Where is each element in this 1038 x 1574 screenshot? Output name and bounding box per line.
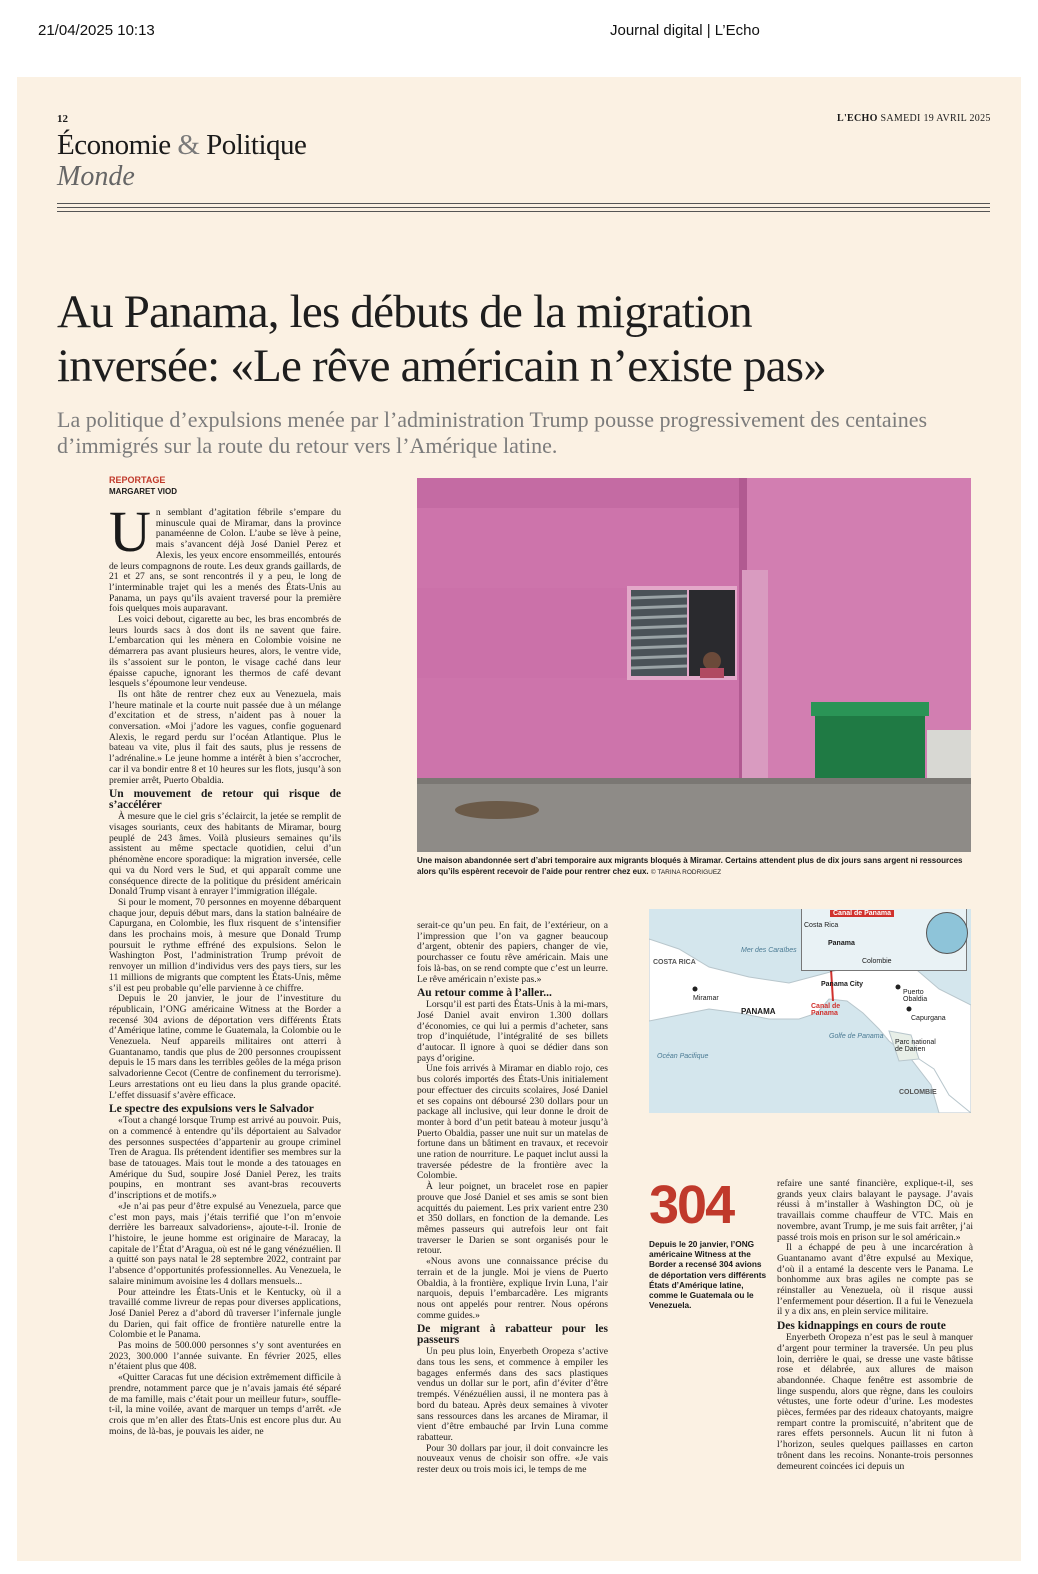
stat-text: Depuis le 20 janvier, l’ONG américaine Witness at the Border a recensé 304 avions de déportation vers différents États d’Amérique latine, comme le Guatemala ou le Venezuela. [649,1239,767,1311]
paragraph: À mesure que le ciel gris s’éclaircit, la jetée se remplit de visages souriants, ceux des habitants de Miramar, bourg peuplé de 243 âmes. Voilà plusieurs semaines qu’ils assistent au même spectacle quotidien, celui d’un phénomène encore sporadique: la migration inversée, celle qui va du Nord vers le Sud, et qui apparaît comme une conséquence directe de la politique du président américain Donald Trump visant à enrayer l’immigration illégale. [109,811,341,898]
section-right: Politique [206,129,307,161]
abandoned-house-illustration [417,478,971,852]
subheading: Le spectre des expulsions vers le Salvador [109,1103,314,1116]
label-pacific: Océan Pacifique [657,1053,709,1060]
masthead-brand: L'ECHO [837,113,878,124]
headline [57,285,997,393]
dropcap: U [109,508,151,564]
paragraph: Lorsqu’il est parti des États-Unis à la mi-mars, José Daniel avait environ 1.300 dollars d’économies, ce qui lui a permis d’acheter, sans trop d’inquiétude, l’intégralité de ses billets d’autocar. Il ignore à quoi se dédier dans son pays d’origine. [417,999,608,1064]
byline: MARGARET VIOD [109,487,177,496]
section-amp: & [177,129,200,161]
label-panama: PANAMA [741,1007,776,1016]
paragraph: À leur poignet, un bracelet rose en papier prouve que José Daniel et ses amis se sont bien acquittés du paiement. Les prix varient entre 230 et 350 dollars, en fonction de la demande. Les mêmes passeurs qui autrefois leur ont fait traverser le Darien se sont organisés pour le retour. [417,1181,608,1257]
inset-label-costa-rica: Costa Rica [804,922,839,929]
label-panama-city: Panama City [821,981,864,988]
masthead [837,113,991,124]
browser-print-header [0,22,1038,42]
subheading: Des kidnappings en cours de route [777,1320,946,1333]
headline-line-2: inversée: «Le rêve américain n’existe pas» [57,340,826,392]
inset-label-colombie: Colombie [862,958,892,965]
label-golfe: Golfe de Panama [829,1033,884,1040]
section-title [57,129,306,162]
headline-line-1: Au Panama, les débuts de la migration [57,286,752,338]
deck: La politique d’expulsions menée par l’administration Trump pousse progressivement des centaines d’immigrés sur la route du retour vers l’Amérique latine. [57,407,928,458]
photo-credit: © TARINA RODRIGUEZ [650,869,722,876]
subsection-title: Monde [57,161,135,192]
inset-label-panama: Panama [828,940,855,947]
label-colombie: COLOMBIE [899,1089,937,1096]
inset-title: Canal de Panama [830,910,894,917]
paragraph: serait-ce qu’un peu. En fait, de l’extérieur, on a l’impression que l’on va gagner beaucoup d’argent, obtenir des papiers, changer de vie, pourchasser ce foutu rêve américain. Mais une fois là-bas, on se rend compte que c’est un leurre. Le rêve américain n’existe pas.» [417,921,608,985]
label-caribbean: Mer des Caraïbes [741,947,797,954]
article-column-2 [417,921,608,1533]
label-costa-rica: COSTA RICA [653,959,696,966]
photo-caption [417,855,977,878]
page-number: 12 [57,113,68,125]
label-capurgana: Capurgana [911,1015,946,1022]
header-rule-2 [57,207,990,208]
section-left: Économie [57,129,171,161]
print-title: Journal digital | L’Echo [610,22,760,39]
paragraph: Si pour le moment, 70 personnes en moyenne débarquent chaque jour, depuis début mars, dans la station balnéaire de Capurgana, en Colombie, les flux risquent de s’intensifier dans les prochains mois, à mesure que Donald Trump poursuit le rythme effréné des expulsions. Selon le Washington Post, l’administration Trump prévoit de renvoyer un million d’individus vers des pays tiers, sur les 11 millions de migrants que comptent les États-Unis, même s’il est peu probable qu’elle parvienne à ce chiffre. [109,896,341,994]
paragraph: Enyerbeth Oropeza n’est pas le seul à manquer d’argent pour terminer la traversée. Un peu plus loin, derrière le quai, se dresse une vaste bâtisse rose et délabrée, aux allures de maison abandonnée. Chaque fenêtre est assombrie de linge suspendu, alors que règne, dans les couloirs vétustes, une forte odeur d’urine. Les modestes pièces, fermées par des rideaux chatoyants, maigre rempart contre la promiscuité, n’abritent que de rares effets personnels. Aucun lit ni futon à l’horizon, seules quelques paillasses en carton trônent dans les recoins. Nonante-trois personnes demeurent coincées ici depuis un [777,1332,973,1472]
masthead-date: SAMEDI 19 AVRIL 2025 [880,113,991,124]
subheading: De migrant à rabatteur pour les passeurs [417,1323,608,1347]
subheading: Un mouvement de retour qui risque de s’accélérer [109,788,341,812]
globe-icon [926,912,968,954]
paragraph: Pour 30 dollars par jour, il doit convaincre les nouveaux venus de choisir son offre. «Je vais rester deux ou trois mois ici, le temps de me [417,1442,608,1476]
print-timestamp: 21/04/2025 10:13 [38,22,155,39]
paragraph: Depuis le 20 janvier, le jour de l’investiture du républicain, l’ONG américaine Witness at the Border a recensé 304 avions de déportation vers différents États d’Amérique latine, comme le Guatemala, la Colombie ou le Venezuela. Neuf appareils militaires ont atterri à Guantanamo, tandis que plus de 200 personnes croupissent depuis le 15 mars dans les terribles geôles de la méga prison salvadorienne Cecot (Centre de confinement du terrorisme). Leurs arrestations ont eu lieu dans la plus grande opacité. L’effet dissuasif s’avère efficace. [109,993,341,1101]
paragraph: «Je n’ai pas peur d’être expulsé au Venezuela, parce que c’est mon pays, mais j’étais terrifié que l’on m’envoie derrière les barreaux salvadoriens», ajoute-t-il. Ironie de l’histoire, le jeune homme est originaire de Maracay, la capitale de l’État d’Aragua, où est né le gang vénézuélien. Il a quitté son pays natal le 28 septembre 2022, contraint par l’absence d’opportunités professionnelles. Au Venezuela, le salaire minimum avoisine les 4 dollars mensuels... [109,1200,341,1287]
paragraph: Pas moins de 500.000 personnes s’y sont aventurées en 2023, 300.000 l’année suivante. En février 2025, elles n’étaient plus que 408. [109,1340,341,1373]
paragraph: Ils ont hâte de rentrer chez eux au Venezuela, mais l’heure matinale et la courte nuit passée due à un mélange d’excitation et de stress, n’aident pas à nouer la conversation. «Moi j’adore les vagues, confie goguenard Alexis, le regard perdu sur l’océan Atlantique. Plus le bateau va vite, plus il fait des sauts, plus je ressens de l’adrénaline.» Le jeune homme a intérêt à bien s’accrocher, car il va bondir entre 8 et 10 heures sur les flots, jusqu’à son premier arrêt, Puerto Obaldia. [109,688,341,786]
paragraph: «Nous avons une connaissance précise du terrain et de la jungle. Moi je viens de Puerto Obaldia, à la frontière, explique Irvin Luna, l’air narquois, depuis l’embarcadère. Les migrants nous ont appelés pour rentrer. Nous opérons comme guides.» [417,1256,608,1321]
paragraph: Il a échappé de peu à une incarcération à Guantanamo avant d’être expulsé au Mexique, d’où il a entamé la descente vers le Panama. Le bonhomme aux bras agiles ne compte pas se réinstaller au Venezuela, où il risque aussi l’enfermement pour désertion. Il a fui le Venezuela il y a dix ans, en plein service militaire. [777,1242,973,1318]
paragraph: «Quitter Caracas fut une décision extrêmement difficile à prendre, notamment parce que je n’avais jamais été séparé de ma famille, mais c’était pour un meilleur futur», souffle-t-il, la mine voilée, avant de marquer un temps d’arrêt. «Je crois que m’en aller des États-Unis est encore plus dur. Au moins, de là-bas, je pouvais les aider, ne [109,1372,341,1437]
article-column-1 [109,508,341,1532]
subheading: Au retour comme à l’aller... [417,987,552,1000]
article-column-3 [777,1179,973,1533]
article-photo [417,478,971,852]
label-miramar: Miramar [693,995,719,1002]
caption-text: Une maison abandonnée sert d’abri temporaire aux migrants bloqués à Miramar. Certains attendent plus de dix jours sans argent ni ressources alors qu’ils espèrent recevoir de l’aide pour rentrer chez eux. [417,856,963,876]
label-darien: Parc national de Darien [895,1039,936,1053]
paragraph: Un peu plus loin, Enyerbeth Oropeza s’active dans tous les sens, et commence à empiler les bagages enfermés dans des sacs plastiques vendus un dollar sur le port, afin d’éviter d’être trempés. Vénézuélien aussi, il ne montera pas à bord du bateau. Après deux semaines à vivoter sans ressources dans les arcanes de Miramar, il vient d’être embauché par Irvin Luna comme rabatteur. [417,1346,608,1443]
paragraph: n semblant d’agitation fébrile s’empare du minuscule quai de Miramar, dans la province panaméenne de Colon. L’aube se lève à peine, mais s’avancent déjà José Daniel Perez et Alexis, les yeux encore ensommeillés, entourés de leurs compagnons de route. Les deux grands gaillards, de 21 et 27 ans, se sont rencontrés il y a peu, le long de l’interminable trajet qui les a menés des États-Unis au Panama, un pays qu’ils avaient traversé pour la première fois quelques mois auparavant. [109,508,341,615]
map-inset [801,909,967,971]
label-canal: Canal de Panama [811,1003,841,1017]
kicker: REPORTAGE [109,475,166,485]
paragraph: «Tout a changé lorsque Trump est arrivé au pouvoir. Puis, on a commencé à entendre qu’ils déportaient au Salvador des personnes suspectées d’appartenir au groupe criminel Tren de Aragua. Ils prétendent identifier ses membres sur la base de tatouages. Mais tout le monde a des tatouages en Amérique du Sud, soupire José Daniel Perez, les traits poupins, en montrant ses avant-bras recouverts d’inscriptions et de motifs.» [109,1115,341,1202]
header-rule-3 [57,211,990,212]
newspaper-page [17,77,1021,1561]
paragraph: Les voici debout, cigarette au bec, les bras encombrés de leurs lourds sacs à dos dont ils ne savent que faire. L’embarcation qui les mènera en Colombie voisine ne démarrera pas avant plusieurs heures, alors, le ventre vide, ils s’assoient sur le ponton, le visage caché dans leur épaisse capuche, ignorant les thermos de café devant lesquels s’époumone leur vendeuse. [109,614,341,690]
header-rule-1 [57,203,990,204]
label-puerto-obaldia: Puerto Obaldia [903,989,928,1003]
paragraph: Pour atteindre les États-Unis et le Kentucky, où il a travaillé comme livreur de repas pour diverses applications, José Daniel Perez a d’abord dû traverser l’infernale jungle du Darien, qui fait office de frontière naturelle entre la Colombie et le Panama. [109,1286,341,1341]
paragraph: refaire une santé financière, explique-t-il, ses grands yeux clairs balayant le paysage. J’avais réussi à m’installer à Washington DC, où je travaillais comme chauffeur de VTC. Mais en novembre, avant Trump, je me suis fait arrêter, j’ai passé trois mois en prison sur le sol américain.» [777,1179,973,1243]
paragraph: Une fois arrivés à Miramar en diablo rojo, ces bus colorés importés des États-Unis initialement pour effectuer des circuits scolaires, José Daniel et ses copains ont déboursé 230 dollars pour un package all inclusive, qui leur donne le droit de monter à bord d’un petit bateau à moteur jusqu’à Puerto Obaldia, passer une nuit sur un matelas de fortune dans un bâtiment en travaux, et recevoir une ration de nourriture. Le paquet inclut aussi la traversée pédestre de la frontière avec la Colombie. [417,1063,608,1182]
stat-number: 304 [649,1175,734,1235]
panama-map [649,909,971,1113]
